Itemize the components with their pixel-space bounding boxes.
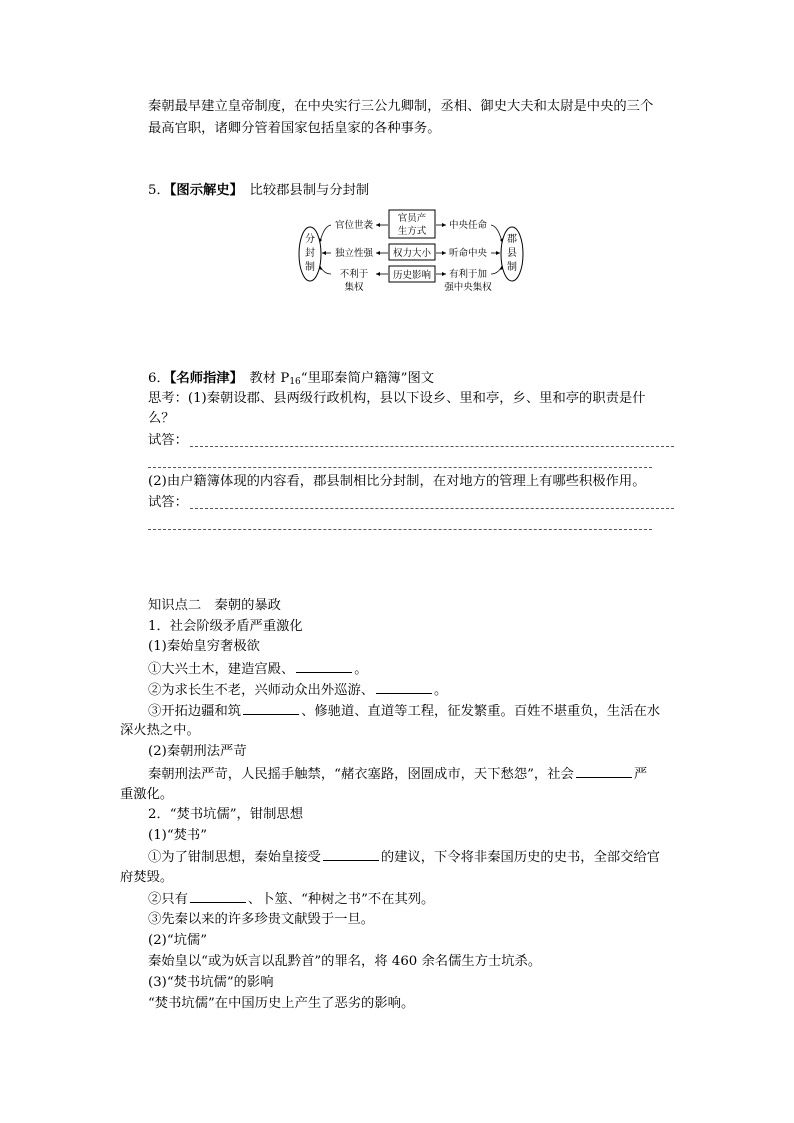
center-box-3-label: 历史影响: [392, 270, 432, 281]
answer-label-2: 试答：: [148, 495, 188, 510]
section-6-title-post: “里耶秦简户籍簿”图文: [300, 371, 435, 386]
left-node-char-2: 封: [305, 248, 315, 259]
left-node-char-3: 制: [305, 262, 315, 273]
kp2-item-2: [148, 680, 447, 700]
question-1-line-2: 么？: [148, 411, 175, 426]
kp2-h2-1: (1)“焚书”: [148, 828, 208, 843]
question-1-line-1: 思考：(1)秦朝设郡、县两级行政机构，县以下设乡、里和亭，乡、里和亭的职责是什: [148, 391, 646, 406]
center-box-2-label: 权力大小: [392, 248, 432, 259]
kp2-item-1-text: ①大兴土木，建造宫殿、: [148, 662, 295, 677]
kp2-item-1-end: 。: [354, 662, 368, 677]
section-5-number: 5．: [148, 183, 170, 198]
fill-blank-2[interactable]: [376, 680, 432, 694]
answer-line-1a[interactable]: [190, 446, 674, 447]
fill-blank-5[interactable]: [323, 847, 379, 861]
kp2-burn-1-line-2: 府焚毁。: [120, 870, 174, 885]
kp2-burn-1: [148, 847, 660, 867]
center-box-1-line-1: 官员产: [397, 213, 427, 224]
kp2-law-text-b: 严: [633, 767, 648, 782]
section-5-heading: [148, 181, 369, 200]
kp2-h2-2: (2)“坑儒”: [148, 933, 208, 948]
left-node-char-1: 分: [305, 234, 315, 245]
section-6-tag: 【名师指津】: [169, 371, 237, 386]
left-label-3b: 集权: [344, 282, 364, 293]
left-label-3a: 不利于: [339, 269, 369, 280]
fill-blank-4[interactable]: [576, 764, 632, 778]
fill-blank-1[interactable]: [296, 659, 352, 673]
kp2-burn-1-text-a: ①为了钳制思想，秦始皇接受: [148, 850, 321, 865]
section-6-title-sub: 16: [289, 377, 301, 387]
right-node-char-1: 郡: [507, 234, 517, 245]
section-6-title-pre: 教材 P: [249, 371, 290, 386]
kp2-item-3-line-2: 深火热之中。: [120, 723, 200, 738]
comparison-diagram: [296, 208, 528, 300]
intro-line-1: 秦朝最早建立皇帝制度，在中央实行三公九卿制，丞相、御史大夫和太尉是中央的三个: [148, 99, 654, 114]
center-box-1-line-2: 生方式: [397, 226, 427, 237]
kp2-item-2-end: 。: [434, 683, 448, 698]
kp2-h1-2: (2)秦朝刑法严苛: [148, 744, 247, 759]
kp2-bury: 秦始皇以“或为妖言以乱黔首”的罪名，将 460 余名儒生方士坑杀。: [148, 954, 542, 969]
right-node-char-2: 县: [507, 248, 517, 259]
right-label-1: 中央任命: [448, 220, 488, 231]
answer-line-1b[interactable]: [148, 467, 652, 468]
answer-label-1: 试答：: [148, 433, 188, 448]
kp2-law-text-a: 秦朝刑法严苛，人民摇手触禁，“赭衣塞路，囹圄成市，天下愁怨”，社会: [148, 767, 574, 782]
left-label-1: 官位世袭: [334, 220, 374, 231]
kp2-burn-3: ③先秦以来的许多珍贵文献毁于一旦。: [148, 912, 375, 927]
answer-line-2b[interactable]: [148, 529, 652, 530]
kp2-item-2-text: ②为求长生不老，兴师动众出外巡游、: [148, 683, 375, 698]
section-6-number: 6．: [148, 371, 170, 386]
left-label-2: 独立性强: [334, 248, 374, 259]
answer-line-2a[interactable]: [190, 508, 674, 509]
section-5-tag: 【图示解史】: [169, 183, 237, 198]
kp2-item-3-text-a: ③开拓边疆和筑: [148, 704, 242, 719]
kp2-item-3: [148, 701, 660, 721]
fill-blank-3[interactable]: [243, 701, 299, 715]
fill-blank-6[interactable]: [190, 889, 246, 903]
kp2-burn-1-text-b: 的建议，下令将非秦国历史的史书，全部交给官: [380, 850, 661, 865]
kp2-law: [148, 764, 647, 784]
kp2-burn-2-text-b: 、卜筮、“种树之书”不在其列。: [247, 892, 435, 907]
section-5-title: 比较郡县制与分封制: [249, 183, 370, 198]
kp2-heading: 知识点二 秦朝的暴政: [148, 598, 281, 613]
right-label-3b: 强中央集权: [444, 282, 492, 293]
kp2-item-1: [148, 659, 368, 679]
kp2-h2-3: (3)“焚书坑儒”的影响: [148, 975, 274, 990]
kp2-burn-2: [148, 889, 434, 909]
kp2-effect: “焚书坑儒”在中国历史上产生了恶劣的影响。: [148, 996, 415, 1011]
kp2-item-3-text-b: 、修驰道、直道等工程，征发繁重。百姓不堪重负，生活在水: [301, 704, 661, 719]
intro-line-2: 最高官职，诸卿分管着国家包括皇家的各种事务。: [148, 121, 441, 136]
right-label-2: 听命中央: [448, 248, 488, 259]
kp2-h1: 1．社会阶级矛盾严重激化: [148, 619, 303, 634]
kp2-law-line-2: 重激化。: [120, 787, 174, 802]
kp2-h1-1: (1)秦始皇穷奢极欲: [148, 639, 260, 654]
right-node-char-3: 制: [507, 262, 517, 273]
question-2: (2)由户籍簿体现的内容看，郡县制相比分封制，在对地方的管理上有哪些积极作用。: [148, 474, 646, 489]
kp2-burn-2-text-a: ②只有: [148, 892, 188, 907]
right-label-3a: 有利于加: [448, 269, 488, 280]
kp2-h2: 2．“焚书坑儒”，钳制思想: [148, 807, 304, 822]
